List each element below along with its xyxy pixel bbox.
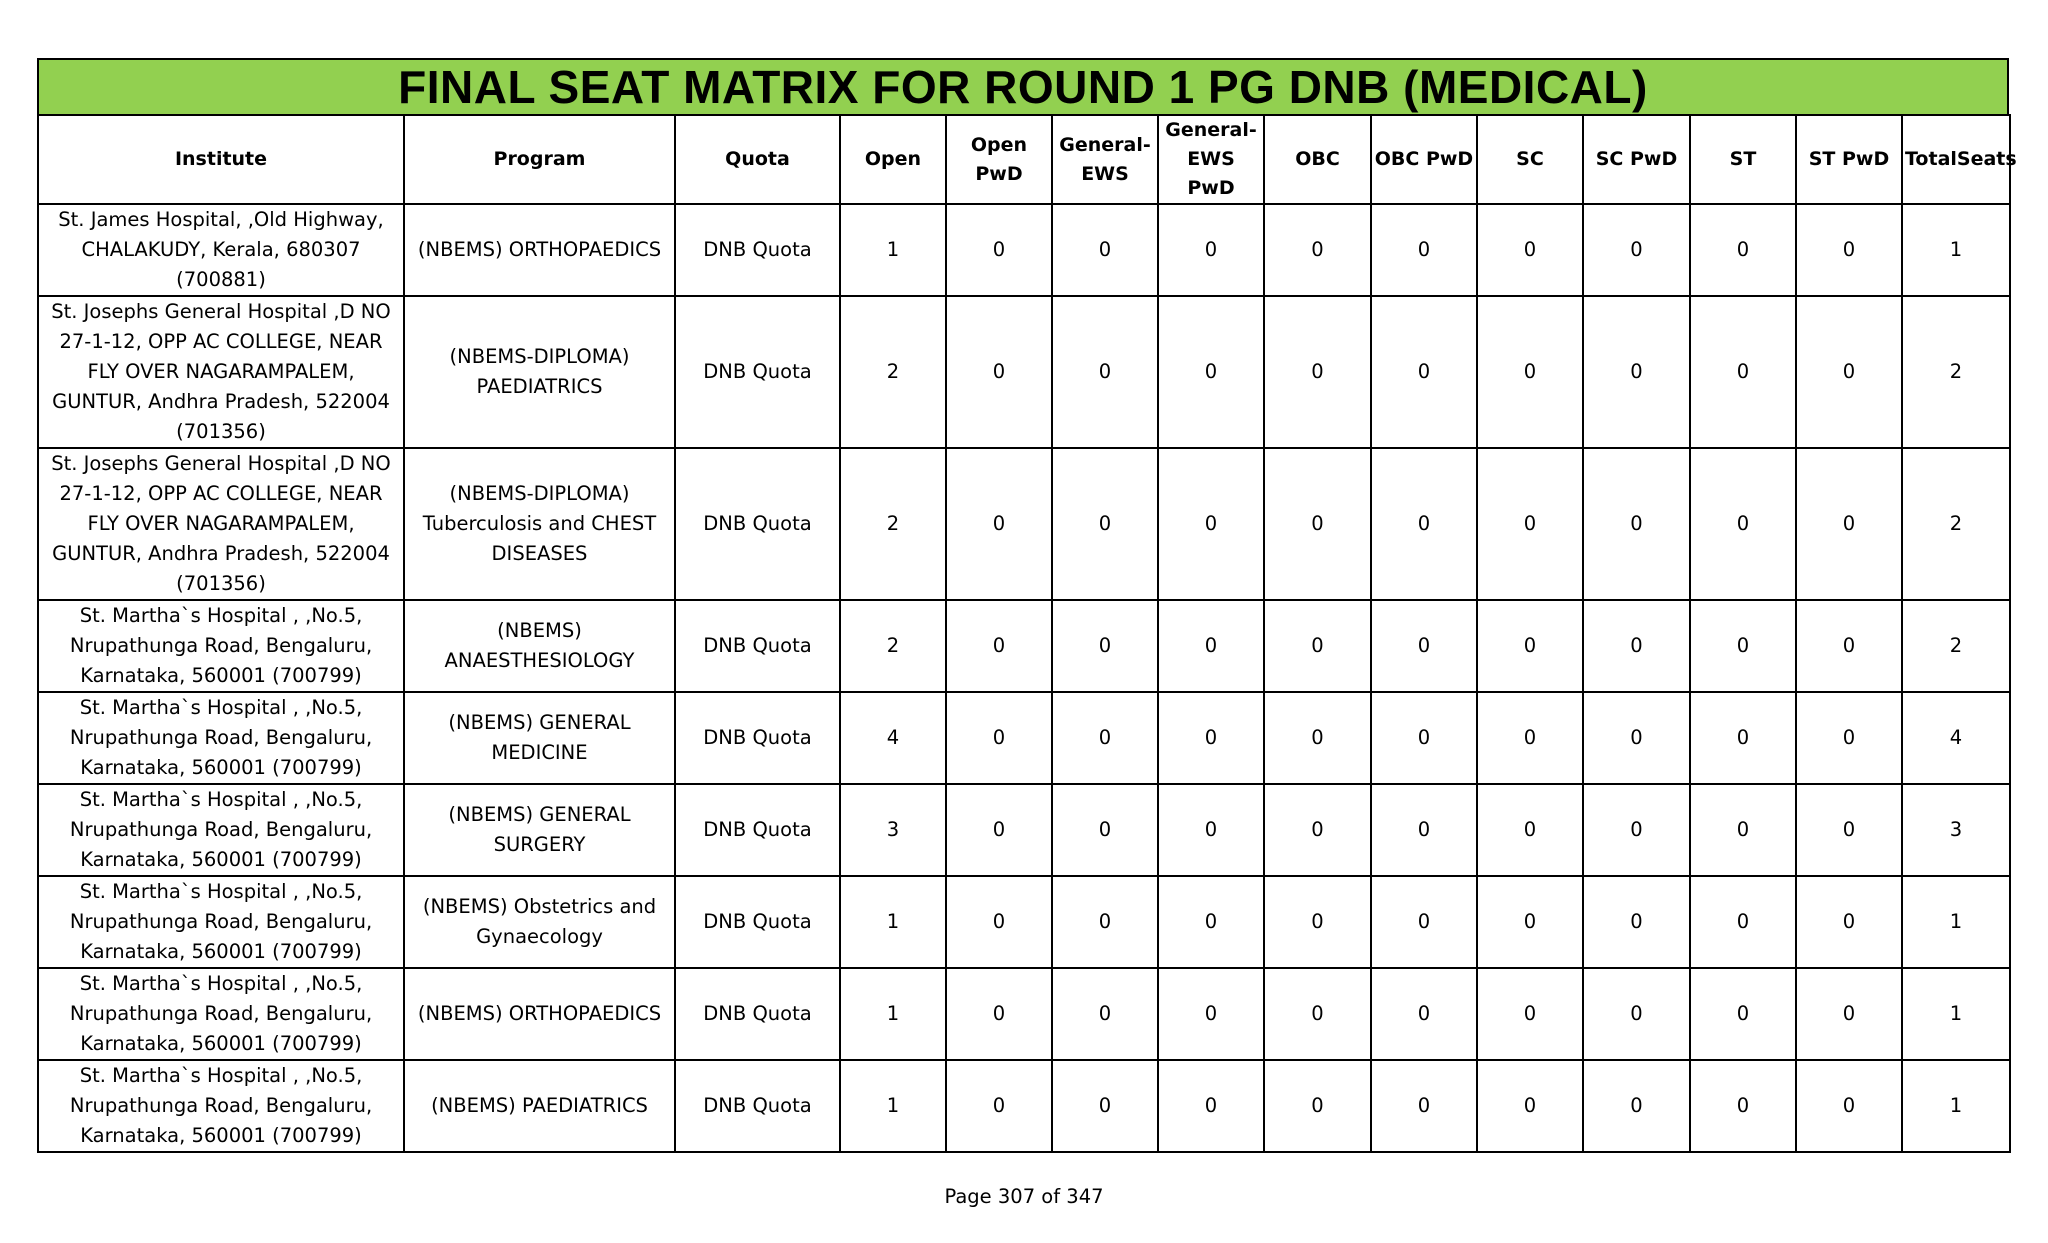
column-header-obc-pwd: OBC PwD [1371, 115, 1477, 204]
obc-pwd-cell: 0 [1371, 296, 1477, 448]
sc-cell: 0 [1477, 600, 1583, 692]
column-header-open: Open [840, 115, 946, 204]
program-cell: (NBEMS) GENERAL MEDICINE [404, 692, 675, 784]
open-pwd-cell: 0 [946, 448, 1052, 600]
program-cell: (NBEMS) Obstetrics and Gynaecology [404, 876, 675, 968]
sc-pwd-cell: 0 [1583, 1060, 1690, 1152]
sc-pwd-cell: 0 [1583, 204, 1690, 296]
st-cell: 0 [1690, 204, 1796, 296]
sc-pwd-cell: 0 [1583, 296, 1690, 448]
general-ews-pwd-cell: 0 [1158, 448, 1264, 600]
general-ews-cell: 0 [1052, 968, 1158, 1060]
st-pwd-cell: 0 [1796, 448, 1902, 600]
general-ews-pwd-cell: 0 [1158, 692, 1264, 784]
quota-cell: DNB Quota [675, 784, 840, 876]
total-seats-cell: 1 [1902, 1060, 2010, 1152]
st-pwd-cell: 0 [1796, 1060, 1902, 1152]
column-header-sc-pwd: SC PwD [1583, 115, 1690, 204]
st-pwd-cell: 0 [1796, 784, 1902, 876]
open-pwd-cell: 0 [946, 784, 1052, 876]
sc-cell: 0 [1477, 692, 1583, 784]
quota-cell: DNB Quota [675, 600, 840, 692]
open-cell: 4 [840, 692, 946, 784]
obc-pwd-cell: 0 [1371, 968, 1477, 1060]
sc-cell: 0 [1477, 876, 1583, 968]
institute-cell: St. Martha`s Hospital , ,No.5, Nrupathunga Road, Bengaluru, Karnataka, 560001 (700799) [38, 876, 404, 968]
table-row [38, 1060, 2010, 1152]
sc-cell: 0 [1477, 968, 1583, 1060]
open-pwd-cell: 0 [946, 968, 1052, 1060]
column-header-program: Program [404, 115, 675, 204]
obc-cell: 0 [1264, 204, 1371, 296]
quota-cell: DNB Quota [675, 296, 840, 448]
table-row [38, 204, 2010, 296]
st-cell: 0 [1690, 968, 1796, 1060]
quota-cell: DNB Quota [675, 968, 840, 1060]
total-seats-cell: 2 [1902, 296, 2010, 448]
sc-cell: 0 [1477, 448, 1583, 600]
sc-pwd-cell: 0 [1583, 876, 1690, 968]
institute-cell: St. Martha`s Hospital , ,No.5, Nrupathunga Road, Bengaluru, Karnataka, 560001 (700799) [38, 692, 404, 784]
general-ews-pwd-cell: 0 [1158, 968, 1264, 1060]
title-banner [37, 58, 2009, 114]
open-cell: 1 [840, 968, 946, 1060]
obc-cell: 0 [1264, 692, 1371, 784]
header-row [38, 115, 2010, 204]
st-pwd-cell: 0 [1796, 968, 1902, 1060]
st-cell: 0 [1690, 692, 1796, 784]
total-seats-cell: 1 [1902, 968, 2010, 1060]
quota-cell: DNB Quota [675, 448, 840, 600]
quota-cell: DNB Quota [675, 204, 840, 296]
table-row [38, 296, 2010, 448]
column-header-institute: Institute [38, 115, 404, 204]
sc-cell: 0 [1477, 1060, 1583, 1152]
obc-cell: 0 [1264, 448, 1371, 600]
page-number: Page 307 of 347 [944, 1185, 1104, 1208]
st-pwd-cell: 0 [1796, 876, 1902, 968]
general-ews-pwd-cell: 0 [1158, 600, 1264, 692]
table-row [38, 448, 2010, 600]
open-cell: 2 [840, 448, 946, 600]
seat-matrix-table [37, 114, 2017, 1153]
obc-pwd-cell: 0 [1371, 1060, 1477, 1152]
obc-pwd-cell: 0 [1371, 600, 1477, 692]
general-ews-cell: 0 [1052, 600, 1158, 692]
obc-pwd-cell: 0 [1371, 784, 1477, 876]
quota-cell: DNB Quota [675, 1060, 840, 1152]
institute-cell: St. Martha`s Hospital , ,No.5, Nrupathunga Road, Bengaluru, Karnataka, 560001 (700799) [38, 784, 404, 876]
sc-pwd-cell: 0 [1583, 600, 1690, 692]
obc-cell: 0 [1264, 296, 1371, 448]
open-cell: 3 [840, 784, 946, 876]
column-header-general-ews: General-EWS [1052, 115, 1158, 204]
st-cell: 0 [1690, 784, 1796, 876]
quota-cell: DNB Quota [675, 692, 840, 784]
general-ews-cell: 0 [1052, 448, 1158, 600]
column-header-total-seats: TotalSeats [1902, 115, 2010, 204]
institute-cell: St. Martha`s Hospital , ,No.5, Nrupathunga Road, Bengaluru, Karnataka, 560001 (700799) [38, 600, 404, 692]
general-ews-pwd-cell: 0 [1158, 876, 1264, 968]
open-cell: 1 [840, 204, 946, 296]
open-cell: 1 [840, 876, 946, 968]
column-header-sc: SC [1477, 115, 1583, 204]
obc-cell: 0 [1264, 1060, 1371, 1152]
open-cell: 2 [840, 600, 946, 692]
table-row [38, 968, 2010, 1060]
institute-cell: St. James Hospital, ,Old Highway, CHALAKUDY, Kerala, 680307 (700881) [38, 204, 404, 296]
sc-cell: 0 [1477, 784, 1583, 876]
st-cell: 0 [1690, 296, 1796, 448]
st-cell: 0 [1690, 1060, 1796, 1152]
general-ews-cell: 0 [1052, 296, 1158, 448]
column-header-st-pwd: ST PwD [1796, 115, 1902, 204]
open-cell: 2 [840, 296, 946, 448]
general-ews-pwd-cell: 0 [1158, 1060, 1264, 1152]
st-cell: 0 [1690, 876, 1796, 968]
sc-pwd-cell: 0 [1583, 448, 1690, 600]
table-row [38, 600, 2010, 692]
general-ews-cell: 0 [1052, 784, 1158, 876]
institute-cell: St. Martha`s Hospital , ,No.5, Nrupathunga Road, Bengaluru, Karnataka, 560001 (700799) [38, 968, 404, 1060]
sc-pwd-cell: 0 [1583, 784, 1690, 876]
table-row [38, 876, 2010, 968]
column-header-quota: Quota [675, 115, 840, 204]
open-pwd-cell: 0 [946, 876, 1052, 968]
column-header-obc: OBC [1264, 115, 1371, 204]
open-pwd-cell: 0 [946, 1060, 1052, 1152]
sc-pwd-cell: 0 [1583, 692, 1690, 784]
st-cell: 0 [1690, 600, 1796, 692]
column-header-st: ST [1690, 115, 1796, 204]
st-pwd-cell: 0 [1796, 692, 1902, 784]
open-pwd-cell: 0 [946, 692, 1052, 784]
sc-pwd-cell: 0 [1583, 968, 1690, 1060]
institute-cell: St. Martha`s Hospital , ,No.5, Nrupathunga Road, Bengaluru, Karnataka, 560001 (700799) [38, 1060, 404, 1152]
total-seats-cell: 1 [1902, 876, 2010, 968]
obc-cell: 0 [1264, 968, 1371, 1060]
program-cell: (NBEMS) GENERAL SURGERY [404, 784, 675, 876]
column-header-open-pwd: Open PwD [946, 115, 1052, 204]
total-seats-cell: 4 [1902, 692, 2010, 784]
open-cell: 1 [840, 1060, 946, 1152]
general-ews-cell: 0 [1052, 1060, 1158, 1152]
institute-cell: St. Josephs General Hospital ,D NO 27-1-12, OPP AC COLLEGE, NEAR FLY OVER NAGARAMPALEM, GUNTUR, Andhra Pradesh, 522004 (701356) [38, 448, 404, 600]
st-pwd-cell: 0 [1796, 600, 1902, 692]
total-seats-cell: 2 [1902, 448, 2010, 600]
obc-cell: 0 [1264, 876, 1371, 968]
st-pwd-cell: 0 [1796, 204, 1902, 296]
table-row [38, 692, 2010, 784]
program-cell: (NBEMS) ANAESTHESIOLOGY [404, 600, 675, 692]
general-ews-cell: 0 [1052, 876, 1158, 968]
column-header-general-ews-pwd: General-EWS PwD [1158, 115, 1264, 204]
general-ews-cell: 0 [1052, 692, 1158, 784]
st-pwd-cell: 0 [1796, 296, 1902, 448]
program-cell: (NBEMS) ORTHOPAEDICS [404, 968, 675, 1060]
total-seats-cell: 3 [1902, 784, 2010, 876]
page-title: FINAL SEAT MATRIX FOR ROUND 1 PG DNB (MEDICAL) [398, 61, 1648, 113]
seat-matrix-page [37, 58, 2017, 1153]
obc-cell: 0 [1264, 600, 1371, 692]
general-ews-pwd-cell: 0 [1158, 784, 1264, 876]
general-ews-cell: 0 [1052, 204, 1158, 296]
st-cell: 0 [1690, 448, 1796, 600]
general-ews-pwd-cell: 0 [1158, 296, 1264, 448]
open-pwd-cell: 0 [946, 296, 1052, 448]
sc-cell: 0 [1477, 204, 1583, 296]
program-cell: (NBEMS) ORTHOPAEDICS [404, 204, 675, 296]
program-cell: (NBEMS-DIPLOMA) PAEDIATRICS [404, 296, 675, 448]
obc-pwd-cell: 0 [1371, 692, 1477, 784]
obc-pwd-cell: 0 [1371, 204, 1477, 296]
obc-cell: 0 [1264, 784, 1371, 876]
institute-cell: St. Josephs General Hospital ,D NO 27-1-12, OPP AC COLLEGE, NEAR FLY OVER NAGARAMPALEM, GUNTUR, Andhra Pradesh, 522004 (701356) [38, 296, 404, 448]
program-cell: (NBEMS-DIPLOMA) Tuberculosis and CHEST DISEASES [404, 448, 675, 600]
program-cell: (NBEMS) PAEDIATRICS [404, 1060, 675, 1152]
total-seats-cell: 2 [1902, 600, 2010, 692]
quota-cell: DNB Quota [675, 876, 840, 968]
obc-pwd-cell: 0 [1371, 876, 1477, 968]
table-row [38, 784, 2010, 876]
open-pwd-cell: 0 [946, 600, 1052, 692]
obc-pwd-cell: 0 [1371, 448, 1477, 600]
sc-cell: 0 [1477, 296, 1583, 448]
open-pwd-cell: 0 [946, 204, 1052, 296]
total-seats-cell: 1 [1902, 204, 2010, 296]
general-ews-pwd-cell: 0 [1158, 204, 1264, 296]
